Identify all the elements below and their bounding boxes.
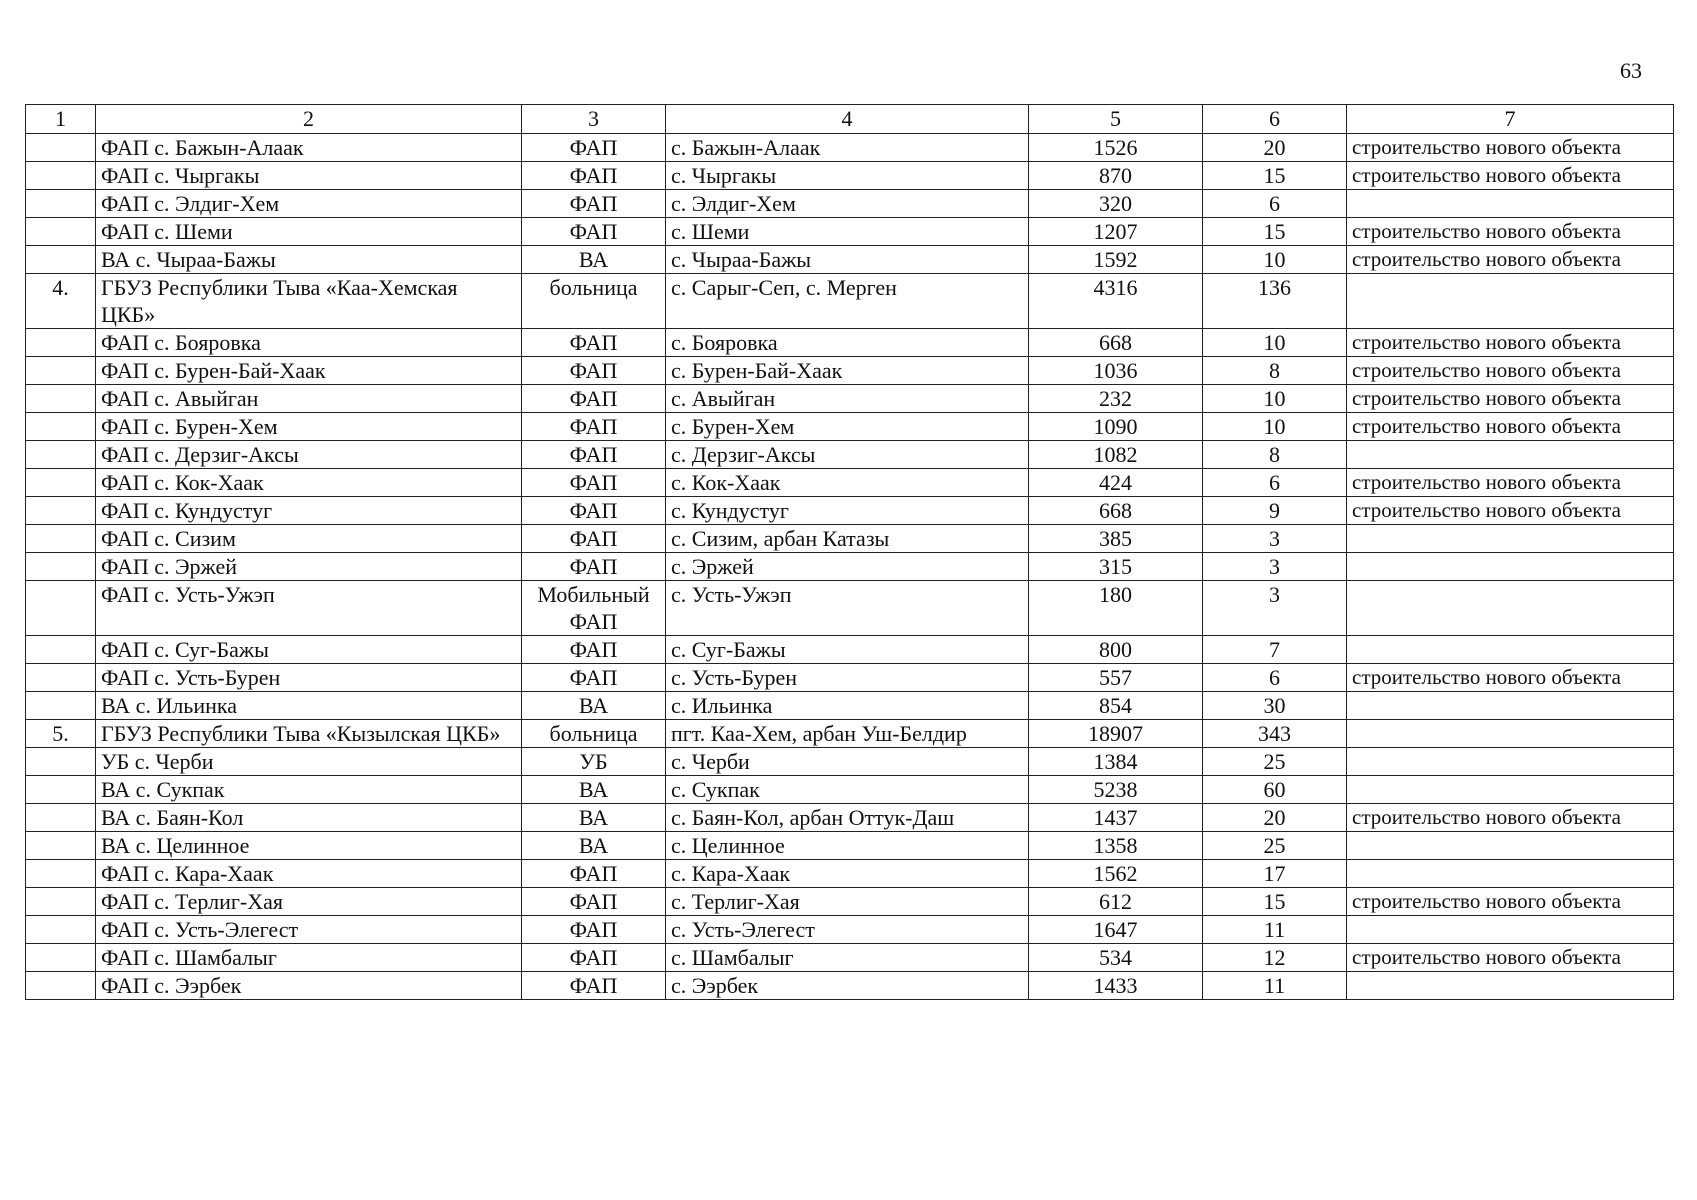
facility-type-cell: больница [522,720,666,748]
staff-cell: 6 [1203,469,1347,497]
facility-name-cell: ФАП с. Бурен-Хем [96,413,522,441]
note-cell [1347,720,1674,748]
facility-type-cell: ФАП [522,553,666,581]
facility-type-cell: ФАП [522,888,666,916]
staff-cell: 25 [1203,832,1347,860]
note-cell: строительство нового объекта [1347,944,1674,972]
note-cell [1347,581,1674,636]
staff-cell: 8 [1203,441,1347,469]
table-row [26,385,1674,413]
facility-type-cell: ВА [522,804,666,832]
location-cell: с. Бояровка [666,329,1029,357]
table-row [26,218,1674,246]
location-cell: с. Бурен-Бай-Хаак [666,357,1029,385]
staff-cell: 15 [1203,888,1347,916]
table-row [26,972,1674,1000]
table-row [26,720,1674,748]
facility-type-cell: ФАП [522,860,666,888]
facility-name-cell: ФАП с. Элдиг-Хем [96,190,522,218]
column-header: 4 [666,105,1029,134]
note-cell [1347,860,1674,888]
staff-cell: 25 [1203,748,1347,776]
location-cell: с. Шеми [666,218,1029,246]
header-row [26,105,1674,134]
facility-type-cell: ВА [522,246,666,274]
table-row [26,776,1674,804]
table-row [26,134,1674,162]
population-cell: 18907 [1029,720,1203,748]
population-cell: 385 [1029,525,1203,553]
staff-cell: 10 [1203,385,1347,413]
note-cell [1347,441,1674,469]
facility-name-cell: ФАП с. Усть-Элегест [96,916,522,944]
location-cell: с. Ильинка [666,692,1029,720]
staff-cell: 20 [1203,804,1347,832]
facilities-table [25,104,1674,1000]
facility-name-cell: ФАП с. Кок-Хаак [96,469,522,497]
facility-name-cell: ФАП с. Дерзиг-Аксы [96,441,522,469]
staff-cell: 30 [1203,692,1347,720]
facility-type-cell: ФАП [522,944,666,972]
row-number-cell [26,441,96,469]
staff-cell: 10 [1203,246,1347,274]
table-row [26,832,1674,860]
staff-cell: 136 [1203,274,1347,329]
facility-name-cell: ФАП с. Усть-Ужэп [96,581,522,636]
column-header: 7 [1347,105,1674,134]
location-cell: с. Усть-Элегест [666,916,1029,944]
location-cell: с. Целинное [666,832,1029,860]
facility-name-cell: ФАП с. Усть-Бурен [96,664,522,692]
note-cell [1347,636,1674,664]
facility-type-cell: ВА [522,776,666,804]
location-cell: с. Элдиг-Хем [666,190,1029,218]
location-cell: с. Дерзиг-Аксы [666,441,1029,469]
facility-name-cell: ГБУЗ Республики Тыва «Каа-Хемская ЦКБ» [96,274,522,329]
facility-type-cell: ФАП [522,413,666,441]
location-cell: с. Ээрбек [666,972,1029,1000]
row-number-cell [26,385,96,413]
note-cell [1347,190,1674,218]
facility-type-cell: ФАП [522,357,666,385]
note-cell: строительство нового объекта [1347,329,1674,357]
facility-name-cell: ФАП с. Эржей [96,553,522,581]
table-row [26,916,1674,944]
population-cell: 1082 [1029,441,1203,469]
facility-type-cell: ФАП [522,329,666,357]
population-cell: 1437 [1029,804,1203,832]
staff-cell: 10 [1203,413,1347,441]
table-row [26,944,1674,972]
location-cell: с. Шамбалыг [666,944,1029,972]
table-row [26,274,1674,329]
staff-cell: 6 [1203,664,1347,692]
population-cell: 1433 [1029,972,1203,1000]
location-cell: с. Кок-Хаак [666,469,1029,497]
population-cell: 534 [1029,944,1203,972]
population-cell: 1090 [1029,413,1203,441]
facility-type-cell: ФАП [522,218,666,246]
row-number-cell [26,916,96,944]
row-number-cell [26,804,96,832]
note-cell: строительство нового объекта [1347,246,1674,274]
note-cell: строительство нового объекта [1347,804,1674,832]
facility-name-cell: ВА с. Ильинка [96,692,522,720]
row-number-cell: 4. [26,274,96,329]
facility-type-cell: ВА [522,832,666,860]
note-cell [1347,553,1674,581]
facility-type-cell: ВА [522,692,666,720]
facility-name-cell: ФАП с. Суг-Бажы [96,636,522,664]
staff-cell: 343 [1203,720,1347,748]
note-cell [1347,692,1674,720]
staff-cell: 60 [1203,776,1347,804]
row-number-cell [26,218,96,246]
column-header: 6 [1203,105,1347,134]
staff-cell: 9 [1203,497,1347,525]
population-cell: 232 [1029,385,1203,413]
population-cell: 557 [1029,664,1203,692]
row-number-cell [26,664,96,692]
note-cell: строительство нового объекта [1347,218,1674,246]
staff-cell: 17 [1203,860,1347,888]
location-cell: с. Чыргакы [666,162,1029,190]
row-number-cell [26,581,96,636]
row-number-cell [26,692,96,720]
column-header: 2 [96,105,522,134]
location-cell: с. Сизим, арбан Катазы [666,525,1029,553]
table-row [26,692,1674,720]
population-cell: 1207 [1029,218,1203,246]
location-cell: пгт. Каа-Хем, арбан Уш-Белдир [666,720,1029,748]
page-number: 63 [1620,58,1642,83]
facility-type-cell: ФАП [522,190,666,218]
row-number-cell [26,553,96,581]
population-cell: 800 [1029,636,1203,664]
row-number-cell: 5. [26,720,96,748]
note-cell [1347,916,1674,944]
row-number-cell [26,190,96,218]
population-cell: 612 [1029,888,1203,916]
note-cell [1347,525,1674,553]
table-row [26,162,1674,190]
population-cell: 854 [1029,692,1203,720]
facility-name-cell: ВА с. Целинное [96,832,522,860]
table-body [26,134,1674,1000]
row-number-cell [26,469,96,497]
facility-name-cell: ФАП с. Бурен-Бай-Хаак [96,357,522,385]
note-cell [1347,972,1674,1000]
population-cell: 1526 [1029,134,1203,162]
table-row [26,413,1674,441]
note-cell: строительство нового объекта [1347,162,1674,190]
location-cell: с. Сукпак [666,776,1029,804]
facility-type-cell: больница [522,274,666,329]
row-number-cell [26,832,96,860]
table-row [26,441,1674,469]
staff-cell: 12 [1203,944,1347,972]
staff-cell: 6 [1203,190,1347,218]
facility-name-cell: ВА с. Сукпак [96,776,522,804]
staff-cell: 15 [1203,162,1347,190]
location-cell: с. Кара-Хаак [666,860,1029,888]
staff-cell: 10 [1203,329,1347,357]
row-number-cell [26,860,96,888]
facility-type-cell: ФАП [522,497,666,525]
facility-name-cell: ФАП с. Шамбалыг [96,944,522,972]
population-cell: 1647 [1029,916,1203,944]
table-row [26,804,1674,832]
facility-name-cell: ФАП с. Чыргакы [96,162,522,190]
location-cell: с. Бурен-Хем [666,413,1029,441]
table-row [26,553,1674,581]
note-cell [1347,776,1674,804]
table-row [26,581,1674,636]
table-row [26,748,1674,776]
population-cell: 1592 [1029,246,1203,274]
population-cell: 424 [1029,469,1203,497]
facility-type-cell: ФАП [522,469,666,497]
table-row [26,497,1674,525]
facility-name-cell: УБ с. Черби [96,748,522,776]
note-cell: строительство нового объекта [1347,413,1674,441]
row-number-cell [26,246,96,274]
facility-type-cell: ФАП [522,385,666,413]
location-cell: с. Сарыг-Сеп, с. Мерген [666,274,1029,329]
location-cell: с. Бажын-Алаак [666,134,1029,162]
staff-cell: 8 [1203,357,1347,385]
facility-type-cell: ФАП [522,664,666,692]
staff-cell: 3 [1203,553,1347,581]
facility-name-cell: ФАП с. Бояровка [96,329,522,357]
table-row [26,469,1674,497]
table-row [26,329,1674,357]
row-number-cell [26,525,96,553]
facility-name-cell: ФАП с. Кундустуг [96,497,522,525]
facility-name-cell: ФАП с. Сизим [96,525,522,553]
row-number-cell [26,134,96,162]
table-row [26,246,1674,274]
facility-type-cell: ФАП [522,916,666,944]
table-row [26,860,1674,888]
note-cell [1347,748,1674,776]
column-header: 1 [26,105,96,134]
facility-name-cell: ФАП с. Ээрбек [96,972,522,1000]
note-cell: строительство нового объекта [1347,497,1674,525]
population-cell: 320 [1029,190,1203,218]
note-cell [1347,832,1674,860]
note-cell [1347,274,1674,329]
row-number-cell [26,162,96,190]
location-cell: с. Чыраа-Бажы [666,246,1029,274]
facility-type-cell: ФАП [522,972,666,1000]
location-cell: с. Черби [666,748,1029,776]
population-cell: 1358 [1029,832,1203,860]
facility-name-cell: ФАП с. Терлиг-Хая [96,888,522,916]
table-row [26,190,1674,218]
location-cell: с. Эржей [666,553,1029,581]
staff-cell: 15 [1203,218,1347,246]
population-cell: 1036 [1029,357,1203,385]
staff-cell: 20 [1203,134,1347,162]
location-cell: с. Кундустуг [666,497,1029,525]
note-cell: строительство нового объекта [1347,357,1674,385]
staff-cell: 11 [1203,916,1347,944]
location-cell: с. Терлиг-Хая [666,888,1029,916]
row-number-cell [26,972,96,1000]
location-cell: с. Баян-Кол, арбан Оттук-Даш [666,804,1029,832]
row-number-cell [26,776,96,804]
location-cell: с. Суг-Бажы [666,636,1029,664]
location-cell: с. Усть-Бурен [666,664,1029,692]
note-cell: строительство нового объекта [1347,134,1674,162]
facility-type-cell: ФАП [522,162,666,190]
facility-type-cell: ФАП [522,525,666,553]
staff-cell: 3 [1203,581,1347,636]
facility-name-cell: ФАП с. Авыйган [96,385,522,413]
note-cell: строительство нового объекта [1347,385,1674,413]
facility-name-cell: ВА с. Чыраа-Бажы [96,246,522,274]
staff-cell: 3 [1203,525,1347,553]
facility-type-cell: ФАП [522,636,666,664]
row-number-cell [26,748,96,776]
population-cell: 5238 [1029,776,1203,804]
row-number-cell [26,329,96,357]
row-number-cell [26,357,96,385]
population-cell: 180 [1029,581,1203,636]
row-number-cell [26,497,96,525]
population-cell: 870 [1029,162,1203,190]
row-number-cell [26,413,96,441]
facility-type-cell: ФАП [522,134,666,162]
table-row [26,664,1674,692]
column-header: 3 [522,105,666,134]
facility-type-cell: УБ [522,748,666,776]
population-cell: 668 [1029,329,1203,357]
population-cell: 4316 [1029,274,1203,329]
row-number-cell [26,888,96,916]
table-row [26,888,1674,916]
column-header: 5 [1029,105,1203,134]
population-cell: 315 [1029,553,1203,581]
note-cell: строительство нового объекта [1347,888,1674,916]
population-cell: 1384 [1029,748,1203,776]
row-number-cell [26,944,96,972]
facility-name-cell: ВА с. Баян-Кол [96,804,522,832]
facility-name-cell: ФАП с. Кара-Хаак [96,860,522,888]
note-cell: строительство нового объекта [1347,469,1674,497]
facility-name-cell: ФАП с. Шеми [96,218,522,246]
facility-name-cell: ФАП с. Бажын-Алаак [96,134,522,162]
table-row [26,525,1674,553]
population-cell: 1562 [1029,860,1203,888]
location-cell: с. Авыйган [666,385,1029,413]
facility-name-cell: ГБУЗ Республики Тыва «Кызылская ЦКБ» [96,720,522,748]
table-row [26,636,1674,664]
facility-type-cell: ФАП [522,441,666,469]
note-cell: строительство нового объекта [1347,664,1674,692]
staff-cell: 11 [1203,972,1347,1000]
row-number-cell [26,636,96,664]
location-cell: с. Усть-Ужэп [666,581,1029,636]
table-row [26,357,1674,385]
staff-cell: 7 [1203,636,1347,664]
population-cell: 668 [1029,497,1203,525]
facility-type-cell: Мобильный ФАП [522,581,666,636]
